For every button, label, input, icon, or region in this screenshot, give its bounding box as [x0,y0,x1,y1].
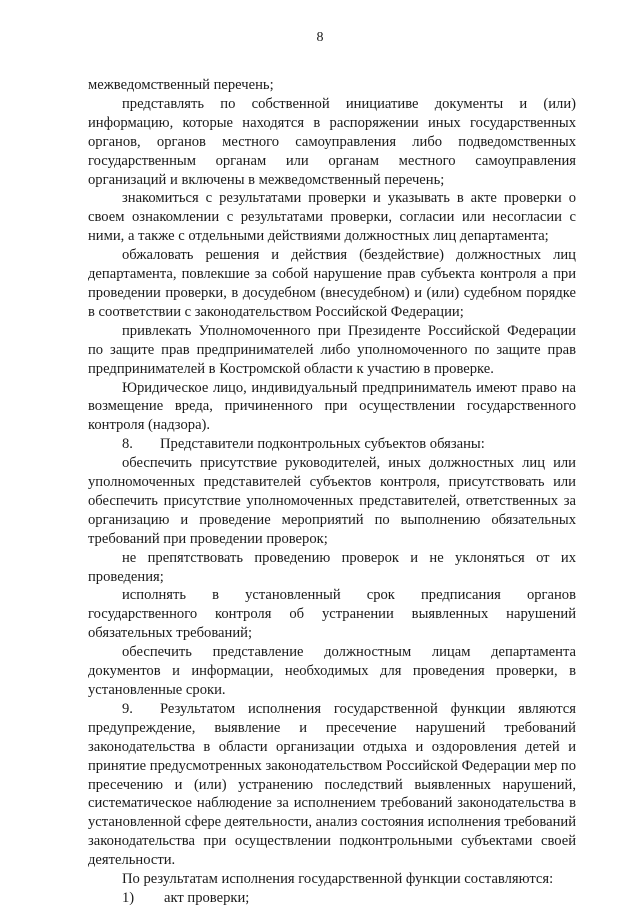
paragraph [88,870,576,889]
numbered-paragraph [88,700,576,870]
paragraph [88,246,576,322]
paragraph [88,454,576,549]
paragraph [88,189,576,246]
paragraph-text: исполнять в установленный срок предписания органов государственного контроля об устранении выявленных нарушений обязательных требований; [88,587,576,642]
paragraph-number: 8. [122,436,133,453]
list-item [88,889,576,908]
paragraph-text: Результатом исполнения государственной функции являются предупреждение, выявление и пресечение нарушений требований законодательства в области организации отдыха и оздоровления детей и принятие предусмотренных законодательством Российской Федерации мер по пресечению и (или) устранению последствий выявленных нарушений, систематическое наблюдение за исполнением требований законодательства в установленной сфере деятельности, анализ состояния исполнения требований законодательства при осуществлении подконтрольными субъектами своей деятельности. [88,700,576,869]
paragraph-text: По результатам исполнения государственной функции составляются: [122,871,554,888]
list-item-text: акт проверки; [164,889,250,906]
paragraph-text: обжаловать решения и действия (бездействие) должностных лиц департамента, повлекшие за собой нарушение прав субъекта контроля а при проведении проверки, в досудебном (внесудебном) и (или) судебном порядке в соответствии с законодательством Российской Федерации; [88,247,576,320]
list-item-number: 1) [122,889,135,906]
paragraph [88,643,576,700]
numbered-paragraph [88,435,576,454]
paragraph-text: знакомиться с результатами проверки и указывать в акте проверки о своем ознакомлении с результатами проверки, согласии или несогласии с ними, а также с отдельными действиями должностных лиц департамента; [88,190,576,245]
paragraph [88,76,576,95]
paragraph-text: межведомственный перечень; [88,77,274,93]
document-body [88,76,576,908]
paragraph-text: обеспечить присутствие руководителей, иных должностных лиц или уполномоченных представителей субъектов контроля, присутствовать или обеспечить присутствие уполномоченных представителей, ответственных за организацию и проведение мероприятий по выполнению обязательных требований при проведении проверок; [88,455,576,547]
paragraph [88,586,576,643]
paragraph-text: привлекать Уполномоченного при Президенте Российской Федерации по защите прав предпринимателей либо уполномоченного по защите прав предпринимателей в Костромской области к участию в проверке. [88,322,576,377]
paragraph [88,549,576,587]
page-number: 8 [316,30,324,45]
paragraph-text: обеспечить представление должностным лицам департамента документов и информации, необходимых для проведения проверки, в установленные сроки. [88,644,576,698]
paragraph [88,379,576,436]
paragraph-text: Представители подконтрольных субъектов обязаны: [160,436,485,453]
paragraph [88,322,576,379]
paragraph-text: не препятствовать проведению проверок и не уклоняться от их проведения; [88,549,576,585]
paragraph-text: представлять по собственной инициативе документы и (или) информацию, которые находятся в распоряжении иных государственных органов, органов местного самоуправления либо подведомственных государственным органам или органам местного самоуправления организаций и включены в межведомственный перечень; [88,95,576,188]
paragraph-number: 9. [122,700,133,717]
paragraph-text: Юридическое лицо, индивидуальный предприниматель имеют право на возмещение вреда, причиненного при осуществлении государственного контроля (надзора). [88,379,576,434]
paragraph [88,95,576,190]
